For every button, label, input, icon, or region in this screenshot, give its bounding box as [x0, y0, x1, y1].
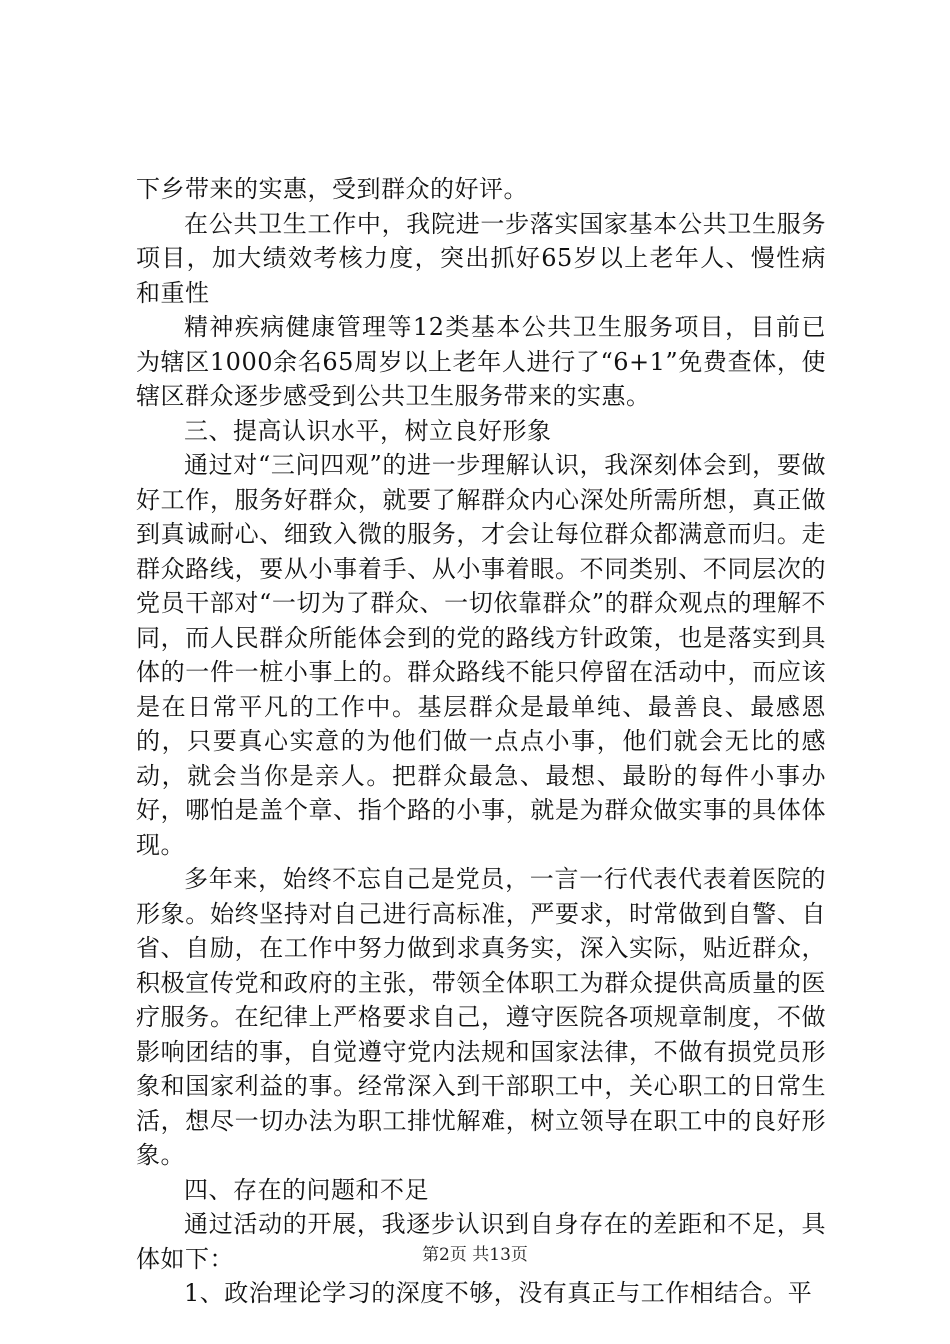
page-number-footer: 第2页 共13页: [422, 1245, 528, 1265]
paragraph-5: 通过对“三问四观”的进一步理解认识，我深刻体会到，要做好工作，服务好群众，就要了解群众内心深处所需所想，真正做到真诚耐心、细致入微的服务，才会让每位群众都满意而归。走群众路线，要从小事着手、从小事着眼。不同类别、不同层次的党员干部对“一切为了群众、一切依靠群众”的群众观点的理解不同，而人民群众所能体会到的党的路线方针政策，也是落实到具体的一件一桩小事上的。群众路线不能只停留在活动中，而应该是在日常平凡的工作中。基层群众是最单纯、最善良、最感恩的，只要真心实意的为他们做一点点小事，他们就会无比的感动，就会当你是亲人。把群众最急、最想、最盼的每件小事办好，哪怕是盖个章、指个路的小事，就是为群众做实事的具体体现。: [136, 451, 826, 859]
section-heading-3: 三、提高认识水平，树立良好形象: [184, 416, 552, 445]
document-body: [136, 172, 826, 1311]
paragraph-6: 多年来，始终不忘自己是党员，一言一行代表代表着医院的形象。始终坚持对自己进行高标准，严要求，时常做到自警、自省、自励，在工作中努力做到求真务实，深入实际，贴近群众，积极宣传党和政府的主张，带领全体职工为群众提供高质量的医疗服务。在纪律上严格要求自己，遵守医院各项规章制度，不做影响团结的事，自觉遵守党内法规和国家法律，不做有损党员形象和国家利益的事。经常深入到干部职工中，关心职工的日常生活，想尽一切办法为职工排忧解难，树立领导在职工中的良好形象。: [136, 865, 826, 1169]
paragraph-2: 在公共卫生工作中，我院进一步落实国家基本公共卫生服务项目，加大绩效考核力度，突出抓好65岁以上老年人、慢性病和重性: [136, 209, 826, 307]
paragraph-1: 下乡带来的实惠，受到群众的好评。: [136, 175, 528, 203]
paragraph-9: 1、政治理论学习的深度不够，没有真正与工作相结合。平: [184, 1279, 813, 1307]
paragraph-8: 通过活动的开展，我逐步认识到自身存在的差距和不足，具体如下：: [136, 1210, 826, 1273]
section-heading-4: 四、存在的问题和不足: [184, 1175, 429, 1204]
paragraph-3: 精神疾病健康管理等12类基本公共卫生服务项目，目前已为辖区1000余名65周岁以上老年人进行了“6+1”免费查体，使辖区群众逐步感受到公共卫生服务带来的实惠。: [136, 313, 826, 410]
